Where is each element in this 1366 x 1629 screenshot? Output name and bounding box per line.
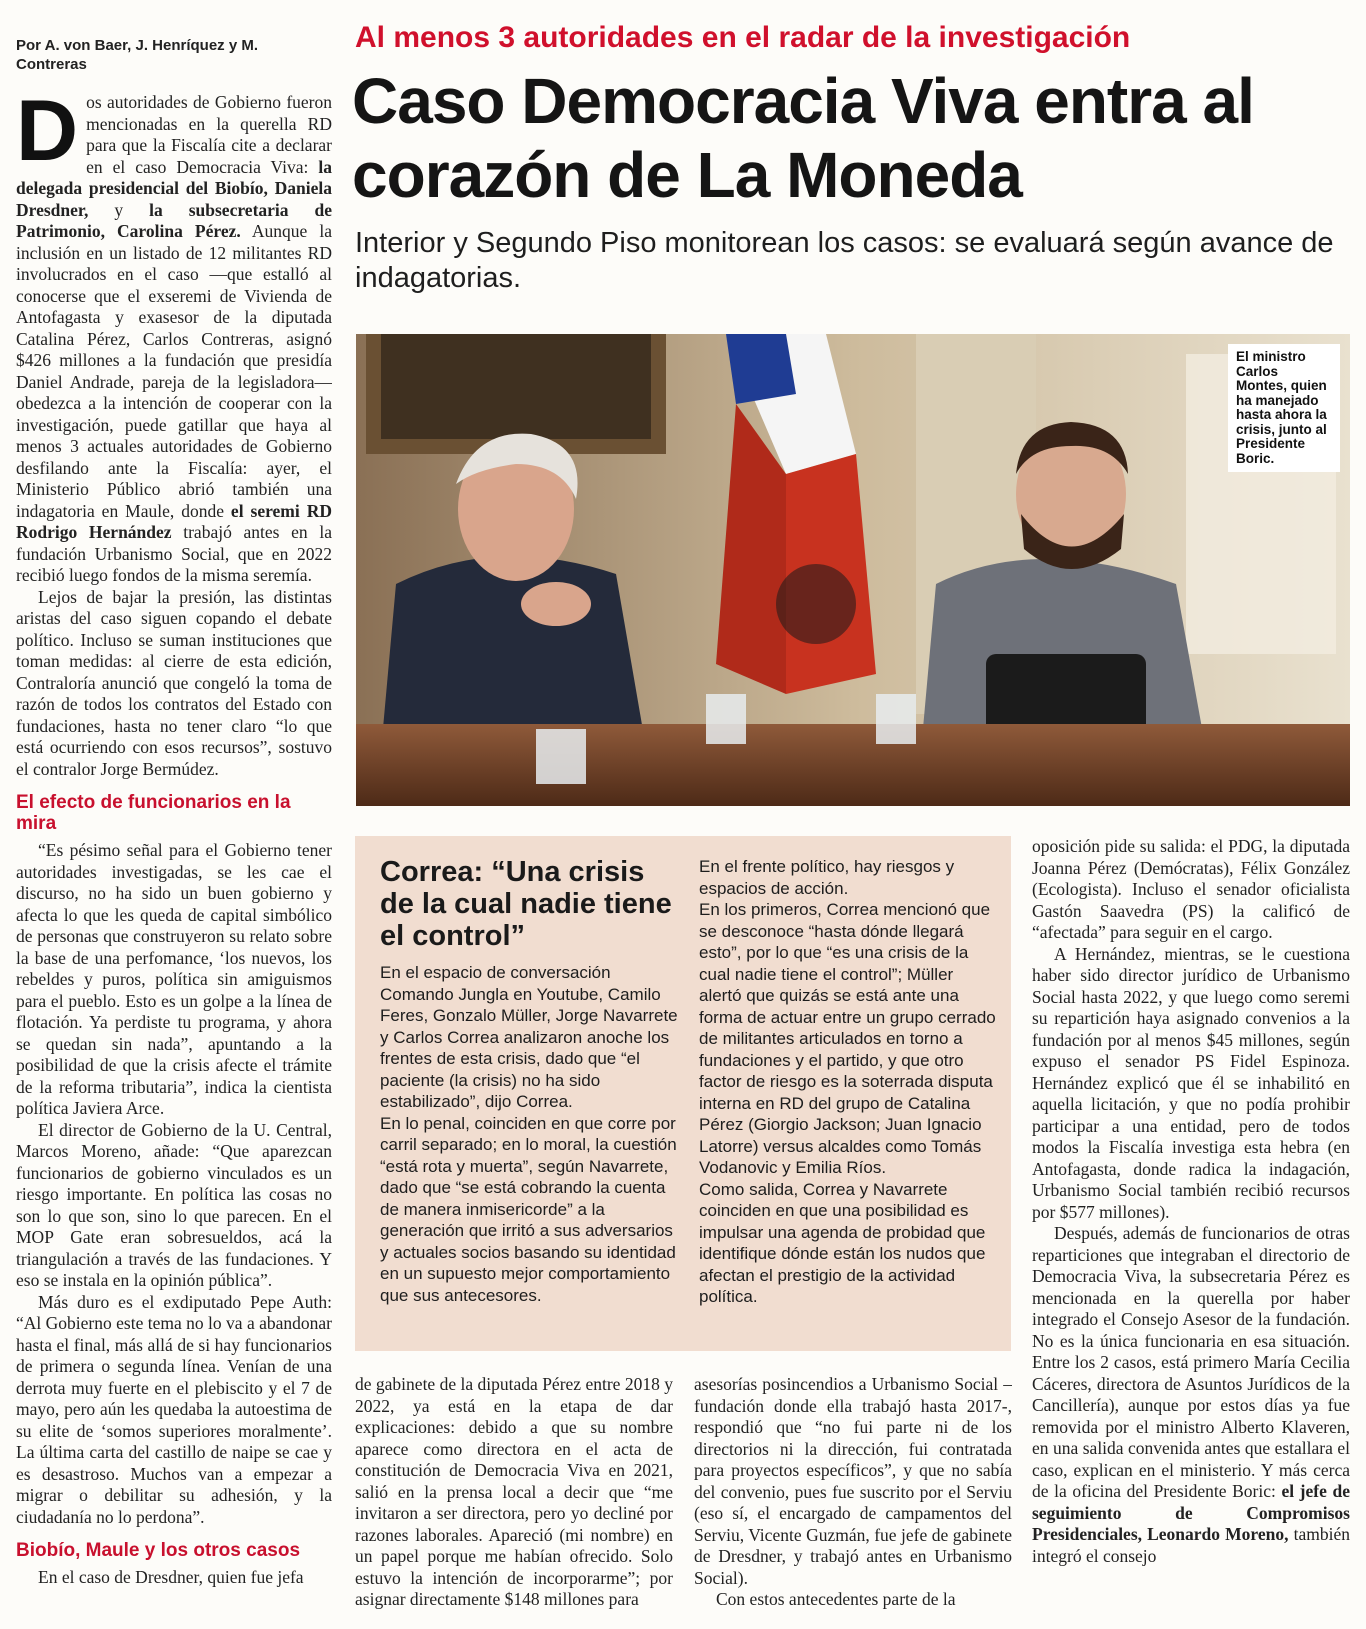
paragraph: A Hernández, mientras, se le cuestiona haber sido director jurídico de Urbanismo Social hasta 2022, y que luego como seremi su repartición haya asignado convenios a la fundación por al menos $45 millones, según expuso el senador PS Fidel Espinoza. Hernández explicó que él se inhabilitó en aquella licitación, y que no podía prohibir participar a una entidad, pero de todos modos la Fiscalía investiga esta hebra (en Antofagasta, donde radica la indagación, Urbanismo Social también recibió recursos por $577 millones).	[1032, 943, 1350, 1222]
sidebar-paragraph: Como salida, Correa y Navarrete coinciden en que una posibilidad es impulsar una agenda de probidad que identifique dónde están los nudos que afectan el prestigio de la actividad política.	[699, 1179, 986, 1306]
paragraph: Con estos antecedentes parte de la	[716, 1589, 956, 1609]
intro-text: os autoridades de Gobierno fueron mencionadas en la querella RD para que la Fiscalía cite a declarar en el caso Democracia Viva:	[86, 92, 332, 177]
paragraph: En el caso de Dresdner, quien fue jefa	[38, 1567, 304, 1587]
paragraph-bold: el jefe de seguimiento de Compromisos Presidenciales, Leonardo Moreno,	[1032, 1481, 1350, 1544]
sidebar-paragraph: En los primeros, Correa mencionó que se desconoce “hasta dónde llegará esto”, por lo que “es una crisis de la cual nadie tiene el control”; Müller alertó que quizás se está ante una forma de actuar entre un grupo cerrado de militantes articulados en torno a fundaciones y el partido, y que otro factor de riesgo es la soterrada disputa interna en RD del grupo de Catalina Pérez (Giorgio Jackson; Juan Ignacio Latorre) versus alcaldes como Tomás Vodanovic y Emilia Ríos.	[699, 900, 996, 1177]
news-photo	[356, 334, 1350, 806]
paragraph: Más duro es el exdiputado Pepe Auth: “Al Gobierno este tema no lo va a abandonar hasta el final, más allá de si hay funcionarios de primera o segunda línea. Venían de una derrota muy fuerte en el plebiscito y el 7 de mayo, pero aún les quedaba la autoestima de su elite de ‘somos superiores moralmente’. La última carta del castillo de naipe se cae y es desastroso. Muchos van a empezar a migrar o debilitar su adhesión, y la ciudadanía no lo perdona”.	[16, 1291, 332, 1527]
intro-bold-2: la subsecretaria de Patrimonio, Carolina Pérez.	[16, 199, 332, 241]
paragraph: oposición pide su salida: el PDG, la diputada Joanna Pérez (Demócratas), Félix González (Ecologista). Incluso el senador oficialista Gastón Saavedra (PS) la calificó de “afectada” para seguir en el cargo.	[1032, 836, 1350, 942]
paragraph-text: Después, además de funcionarios de otras reparticiones que integraban el directorio de Democracia Viva, la subsecretaria Pérez es mencionada en la querella por haber integrado el Consejo Asesor de la fundación. No es la única funcionaria en esa situación. Entre los 2 casos, está primero María Cecilia Cáceres, directora de Asuntos Jurídicos de la Cancillería), aunque por estos días ya fue removida por el ministro Alberto Klaveren, en una salida convenida antes que estallara el caso, explican en el ministerio. Y más cerca de la oficina del Presidente Boric:	[1032, 1223, 1350, 1501]
column-2	[355, 1374, 673, 1626]
sidebar-box	[355, 836, 1011, 1351]
deck: Interior y Segundo Piso monitorean los casos: se evaluará según avance de indagatorias.	[355, 227, 1334, 294]
column-3	[694, 1374, 1012, 1626]
intro-text-4: trabajó antes en la fundación Urbanismo Social, que en 2022 recibió luego fondos de la misma seremía.	[16, 522, 332, 585]
left-column	[16, 36, 332, 1626]
paragraph: de gabinete de la diputada Pérez entre 2018 y 2022, ya está en la etapa de dar explicaciones: debido a que su nombre aparece como directora en el acta de constitución de Democracia Viva en 2021, salió en la prensa local a decir que “me invitaron a ser directora, pero yo decliné por razones laborales. Apareció (mi nombre) en un papel porque me habían ofrecido. Solo estuvo la intención de incorporarme”; por asignar directamente $148 millones para	[355, 1374, 673, 1609]
paragraph: asesorías posincendios a Urbanismo Social –fundación donde ella trabajó hasta 2017-, respondió que “no fui parte ni de los directorios ni la dirección, fui contratada para proyectos específicos”, y que no sabía del convenio, pues fue suscrito por el Serviu (eso sí, el encargado de campamentos del Serviu, Vicente Guzmán, fue jefe de gabinete de Dresdner, y trabajó antes en Urbanismo Social).	[694, 1374, 1012, 1588]
subhead-efecto: El efecto de funcionarios en la mira	[16, 792, 291, 834]
intro-paragraph	[16, 83, 332, 587]
subhead-biobio: Biobío, Maule y los otros casos	[16, 1540, 301, 1561]
intro-bold-3: el seremi RD Rodrigo Hernández	[16, 500, 332, 542]
paragraph	[1032, 1223, 1350, 1567]
photo-caption: El ministro Carlos Montes, quien ha manejado hasta ahora la crisis, junto al Presidente Boric.	[1228, 344, 1340, 472]
byline: Por A. von Baer, J. Henríquez y M. Contreras	[16, 37, 259, 73]
headline: Caso Democracia Viva entra al corazón de La Moneda	[352, 65, 1254, 211]
drop-cap: D	[16, 83, 79, 179]
sidebar-col-right	[699, 856, 997, 1308]
sidebar-title: Correa: “Una crisis de la cual nadie tiene el control”	[380, 856, 672, 952]
paragraph-text-2: también integró el consejo	[1032, 1524, 1350, 1566]
kicker: Al menos 3 autoridades en el radar de la investigación	[355, 21, 1131, 54]
sidebar-col-left	[380, 962, 678, 1306]
paragraph: El director de Gobierno de la U. Central, Marcos Moreno, añade: “Que aparezcan funcionarios de gobierno vinculados es un riesgo importante. En política las cosas no son lo que son, sino lo que parecen. En el MOP Gate eran sobresueldos, acá la triangulación a través de las fundaciones. Y eso se instala en la opinión pública”.	[16, 1119, 332, 1290]
paragraph: Lejos de bajar la presión, las distintas aristas del caso siguen copando el debate político. Incluso se suman instituciones que toman medidas: al cierre de esta edición, Contraloría anunció que congeló la toma de razón de todos los contratos del Estado con fundaciones, hasta no tener claro “lo que está ocurriendo con esos recursos”, sostuvo el contralor Jorge Bermúdez.	[16, 586, 332, 779]
paragraph: “Es pésimo señal para el Gobierno tener autoridades investigadas, se les cae el discurso, no ha sido un buen gobierno y afecta lo que les queda de capital simbólico de personas que construyeron su relato sobre la base de una perfomance, ‘los nuevos, los rebeldes y puros, política sin amiguismos para el pueblo. Esto es un golpe a la línea de flotación. Ya perdiste tu programa, y ahora se quedan sin nada”, apuntando a la posibilidad de que la crisis afecte el trámite de la reforma tributaria”, indica la cientista política Javiera Arce.	[16, 840, 332, 1118]
sidebar-paragraph: En el frente político, hay riesgos y espacios de acción.	[699, 857, 955, 898]
right-column	[1032, 836, 1350, 1626]
intro-text-2: y	[88, 199, 150, 220]
photo-illustration	[356, 334, 1350, 806]
sidebar-paragraph: En el espacio de conversación Comando Jungla en Youtube, Camilo Feres, Gonzalo Müller, Jorge Navarrete y Carlos Correa analizaron anoche los frentes de esta crisis, dado que “el paciente (la crisis) no ha sido estabilizado”, dijo Correa.	[380, 963, 678, 1111]
intro-bold-1: la delegada presidencial del Biobío, Daniela Dresdner,	[16, 156, 332, 220]
intro-text-3: Aunque la inclusión en un listado de 12 militantes RD involucrados en el caso —que estalló al conocerse que el exseremi de Vivienda de Antofagasta y exasesor de la diputada Catalina Pérez, Carlos Contreras, asignó $426 millones a la fundación que presidía Daniel Andrade, pareja de la legisladora— obedezca a la intención de cooperar con la investigación, puede gatillar que haya al menos 3 actuales autoridades de Gobierno desfilando ante la Fiscalía: ayer, el Ministerio Público abrió también una indagatoria en Maule, donde	[16, 221, 332, 521]
sidebar-paragraph: En lo penal, coinciden en que corre por carril separado; en lo moral, la cuestión “está rota y muerta”, según Navarrete, dado que “se está cobrando la cuenta de manera inmisericorde” a la generación que irritó a sus adversarios y actuales socios basando su identidad en un supuesto mejor comportamiento que sus antecesores.	[380, 1113, 677, 1305]
